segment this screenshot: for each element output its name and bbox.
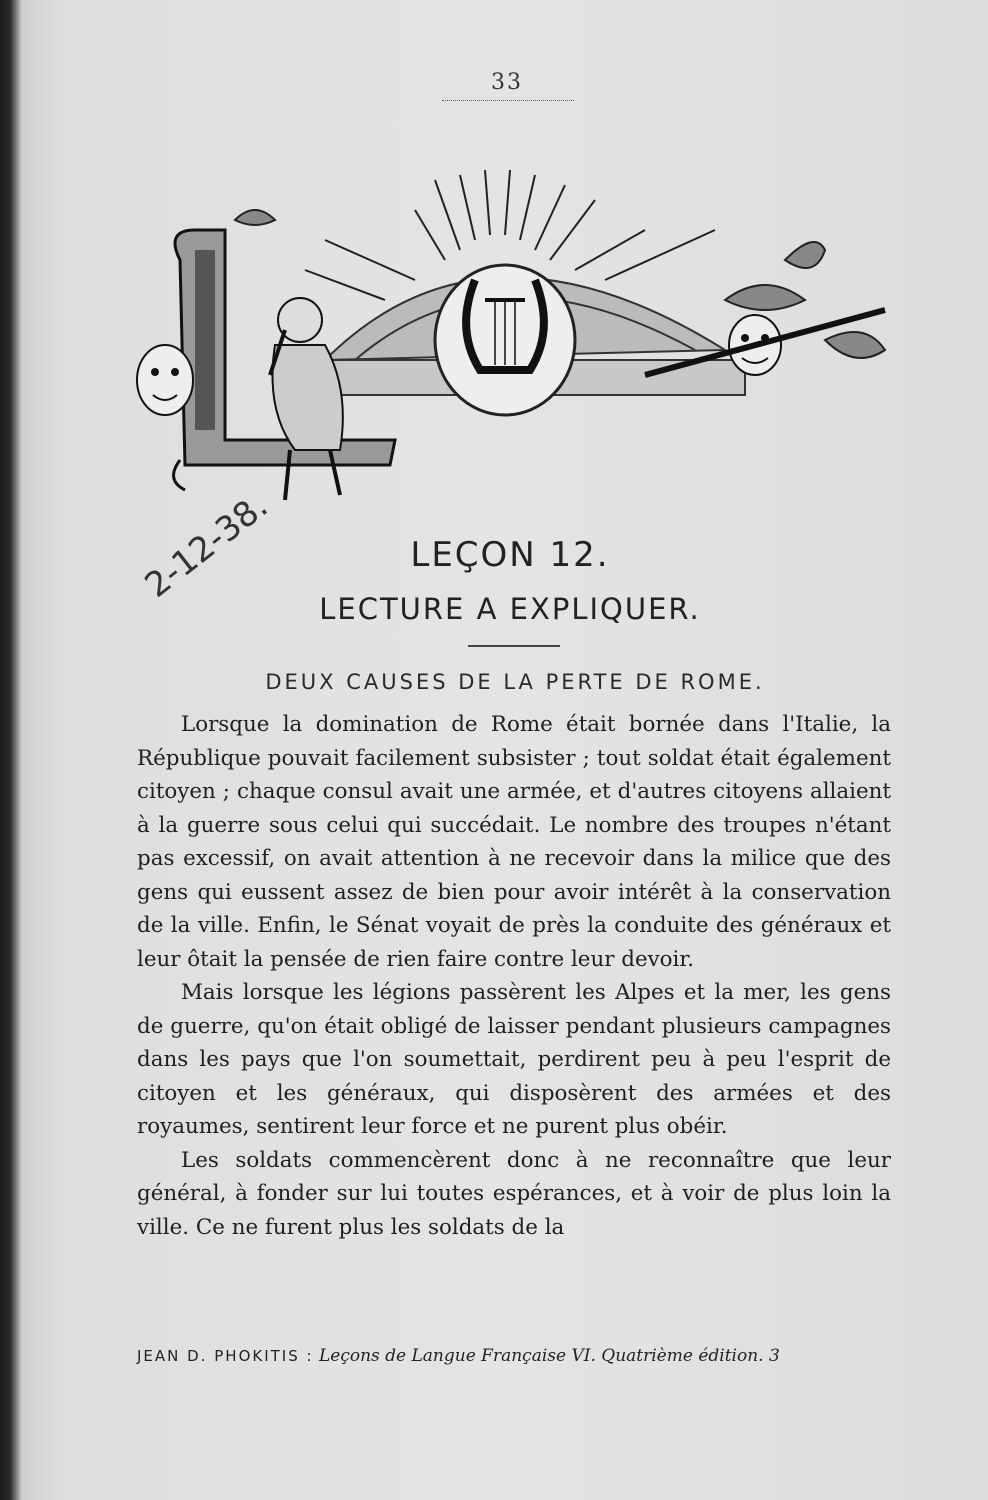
footer-author: JEAN D. PHOKITIS : <box>137 1347 314 1365</box>
page-number-rule <box>442 100 574 101</box>
footer-signature: 3 <box>768 1346 780 1366</box>
title-divider <box>468 645 560 647</box>
footer-book-title: Leçons de Langue Française VI. Quatrième édition. <box>318 1346 764 1366</box>
paragraph: Mais lorsque les légions passèrent les Alpes et la mer, les gens de guerre, qu'on était obligé de laisser pendant plusieurs campagnes dans les pays que l'on soumettait, perdirent peu à peu l'esprit de citoyen et les généraux, qui disposèrent des armées et des royaumes, sentirent leur force et ne purent plus obéir. <box>137 980 891 1139</box>
reading-title: DEUX CAUSES DE LA PERTE DE ROME. <box>265 670 765 694</box>
lyre-icon <box>435 265 575 415</box>
handwritten-date: 2-12-38. <box>137 485 276 606</box>
decorative-letter-l-ornament <box>125 160 905 530</box>
page-footer <box>137 1346 907 1366</box>
paragraph: Les soldats commencèrent donc à ne reconnaître que leur général, à fonder sur lui toutes espérances, et à voir de plus loin la ville. Ce ne furent plus les soldats de la <box>137 1147 891 1240</box>
lesson-subtitle: LECTURE A EXPLIQUER. <box>319 592 701 626</box>
lesson-title: LEÇON 12. <box>410 535 610 575</box>
paragraph: Lorsque la domination de Rome était bornée dans l'Italie, la République pouvait facilement subsister ; tout soldat était également citoyen ; chaque consul avait une armée, et d'autres citoyens allaient à la guerre sous celui qui succédait. Le nombre des troupes n'étant pas excessif, on avait attention à ne recevoir dans la milice que des gens qui eussent assez de bien pour avoir intérêt à la conservation de la ville. Enfin, le Sénat voyait de près la conduite des généraux et leur ôtait la pensée de rien faire contre leur devoir. <box>137 712 891 972</box>
page-number: 33 <box>491 70 523 95</box>
reading-text <box>137 708 891 1244</box>
